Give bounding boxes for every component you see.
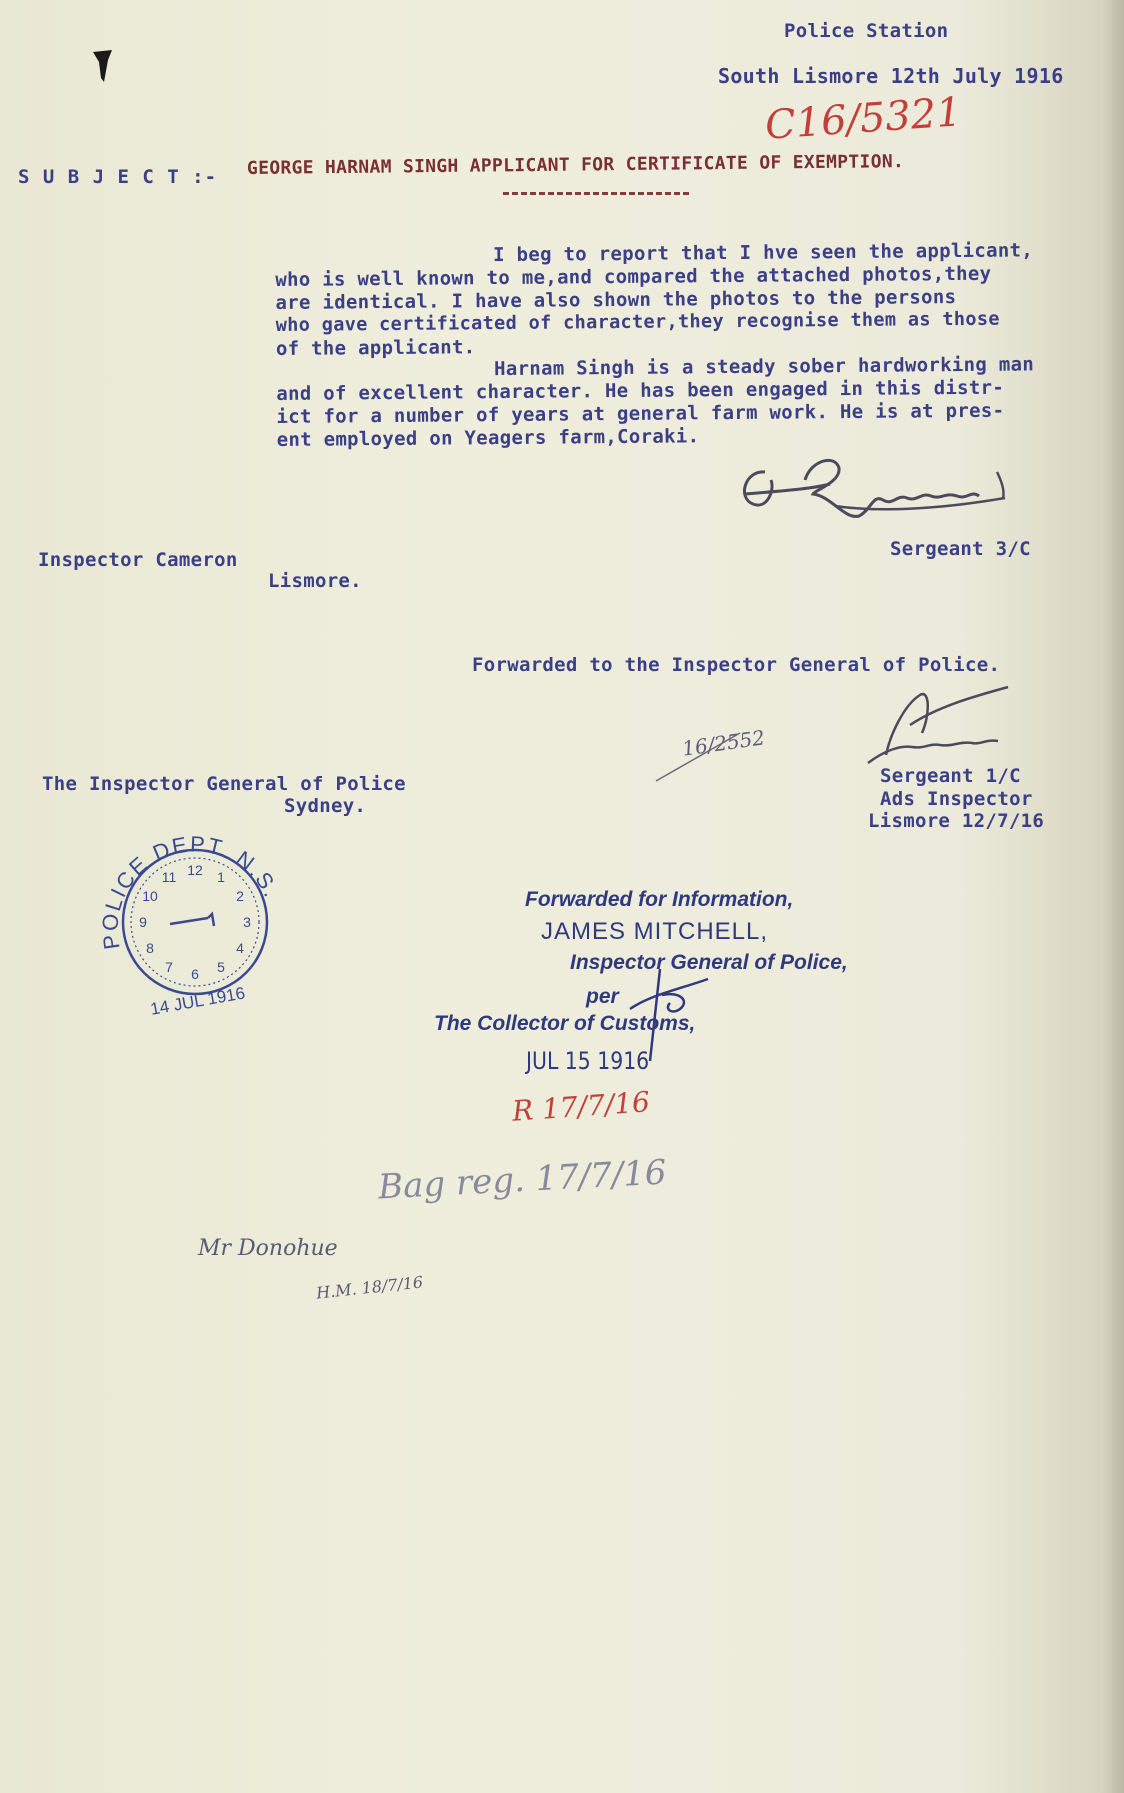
forward-place-date: Lismore 12/7/16 [868, 810, 1045, 832]
addressee1-name: Inspector Cameron [38, 549, 238, 571]
clock-numeral: 11 [161, 869, 177, 885]
forward-rank2: Ads Inspector [880, 788, 1033, 810]
addressee2-place: Sydney. [284, 795, 367, 817]
clock-numeral: 3 [243, 914, 251, 930]
mr-note: Mr Donohue [198, 1236, 338, 1261]
clock-numeral: 2 [236, 888, 244, 904]
subject-label: S U B J E C T :- [18, 166, 218, 188]
file-number: C16/5321 [763, 89, 964, 149]
ref-note-text: 16/2552 [680, 725, 767, 761]
report-line: and of excellent character. He has been engaged in this distr- [276, 376, 1005, 405]
morris-signature [860, 685, 1020, 765]
forward-text: Forwarded to the Inspector General of Police. [472, 654, 1001, 676]
reg-note: Bag reg. 17/7/16 [377, 1152, 668, 1208]
subject-text: GEORGE HARNAM SINGH APPLICANT FOR CERTIFICATE OF EXEMPTION. [246, 151, 905, 179]
sergeant-signature [735, 450, 1025, 540]
report-line: who gave certificated of character,they recognise them as those [275, 308, 1000, 336]
svg-text:POLICE DEPT. N.S.W. [69, 798, 285, 951]
report-line: ent employed on Yeagers farm,Coraki. [276, 425, 700, 451]
report-line: of the applicant. [275, 336, 476, 360]
initials-note: H.M. 18/7/16 [315, 1272, 424, 1303]
addressee1-place: Lismore. [268, 570, 362, 592]
punch-mark [90, 48, 120, 88]
clock-numeral: 7 [165, 959, 173, 975]
clock-numeral: 10 [142, 888, 158, 904]
info-stamp-line3: Inspector General of Police, [570, 951, 848, 974]
police-dept-stamp [69, 798, 300, 1028]
report-line: are identical. I have also shown the photos to the persons [275, 286, 957, 314]
place-date: South Lismore 12th July 1916 [718, 64, 1064, 88]
subject-underline [503, 192, 689, 195]
sergeant-rank: Sergeant 3/C [890, 538, 1031, 560]
info-stamp-line2: JAMES MITCHELL, [541, 918, 769, 945]
clock-numeral: 1 [217, 869, 225, 885]
clock-numeral: 9 [139, 914, 147, 930]
station-heading: Police Station [784, 20, 949, 42]
red-initials: R 17/7/16 [511, 1085, 651, 1128]
stamp-date: 14 JUL 1916 [148, 983, 247, 1019]
clock-numeral: 12 [187, 862, 203, 878]
clock-face [139, 862, 251, 982]
forward-rank1: Sergeant 1/C [880, 765, 1021, 787]
report-line: ict for a number of years at general farm work. He is at pres- [276, 399, 1005, 428]
info-stamp-line4: per [586, 985, 619, 1008]
addressee2-name: The Inspector General of Police [42, 773, 406, 795]
clock-numeral: 4 [236, 940, 244, 956]
info-stamp-line1: Forwarded for Information, [525, 888, 794, 911]
clock-numeral: 5 [217, 959, 225, 975]
report-line: Harnam Singh is a steady sober hardworking man [493, 353, 1035, 381]
info-stamp-line5: The Collector of Customs, [434, 1012, 696, 1035]
info-stamp-date: JUL 15 1916 [526, 1047, 650, 1075]
report-line: who is well known to me,and compared the attached photos,they [275, 262, 992, 291]
stamp-ring-text: POLICE DEPT. N.S.W. [69, 798, 285, 951]
clock-numeral: 8 [146, 940, 154, 956]
clock-numeral: 6 [191, 966, 199, 982]
report-line: I beg to report that I hve seen the applicant, [492, 239, 1034, 267]
ref-note [652, 725, 767, 785]
